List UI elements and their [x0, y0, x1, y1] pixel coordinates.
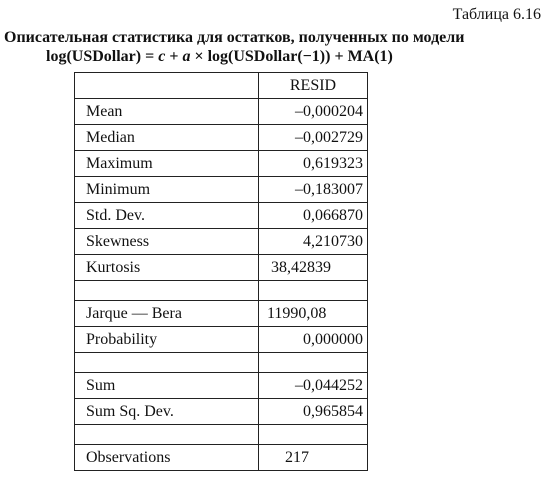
empty-cell [259, 425, 368, 445]
row-label: Maximum [75, 151, 259, 177]
row-value: –0,183007 [259, 177, 368, 203]
table-row [75, 373, 368, 399]
row-label: Sum Sq. Dev. [75, 399, 259, 425]
empty-cell [75, 425, 259, 445]
table-row [75, 177, 368, 203]
table-row [75, 301, 368, 327]
column-header-resid: RESID [259, 73, 368, 99]
row-value: 0,619323 [259, 151, 368, 177]
row-value: –0,002729 [259, 125, 368, 151]
table-caption [4, 28, 504, 66]
row-label: Kurtosis [75, 255, 259, 281]
table-row [75, 445, 368, 471]
row-value: –0,000204 [259, 99, 368, 125]
row-value: –0,044252 [259, 373, 368, 399]
statistics-table [74, 72, 368, 471]
row-label: Jarque — Bera [75, 301, 259, 327]
table-row [75, 99, 368, 125]
row-value: 4,210730 [259, 229, 368, 255]
table-row [75, 399, 368, 425]
header-empty-cell [75, 73, 259, 99]
row-label: Observations [75, 445, 259, 471]
spacer-row [75, 353, 368, 373]
table-header-row [75, 73, 368, 99]
row-label: Skewness [75, 229, 259, 255]
row-value: 0,066870 [259, 203, 368, 229]
row-value: 217 [259, 445, 368, 471]
empty-cell [75, 281, 259, 301]
row-value: 11990,08 [259, 301, 368, 327]
table-row [75, 203, 368, 229]
table-row [75, 327, 368, 353]
table-row [75, 125, 368, 151]
table-row [75, 151, 368, 177]
row-value: 38,42839 [259, 255, 368, 281]
empty-cell [259, 353, 368, 373]
row-label: Minimum [75, 177, 259, 203]
row-label: Sum [75, 373, 259, 399]
caption-line-2: log(USDollar) = c + a × log(USDollar(−1)) + MA(1) [46, 48, 393, 65]
spacer-row [75, 281, 368, 301]
empty-cell [75, 353, 259, 373]
table-row [75, 229, 368, 255]
row-value: 0,000000 [259, 327, 368, 353]
spacer-row [75, 425, 368, 445]
row-label: Std. Dev. [75, 203, 259, 229]
table-number: Таблица 6.16 [452, 6, 541, 23]
row-value: 0,965854 [259, 399, 368, 425]
row-label: Mean [75, 99, 259, 125]
empty-cell [259, 281, 368, 301]
row-label: Median [75, 125, 259, 151]
caption-line-1: Описательная статистика для остатков, полученных по модели [4, 29, 465, 46]
table-row [75, 255, 368, 281]
row-label: Probability [75, 327, 259, 353]
